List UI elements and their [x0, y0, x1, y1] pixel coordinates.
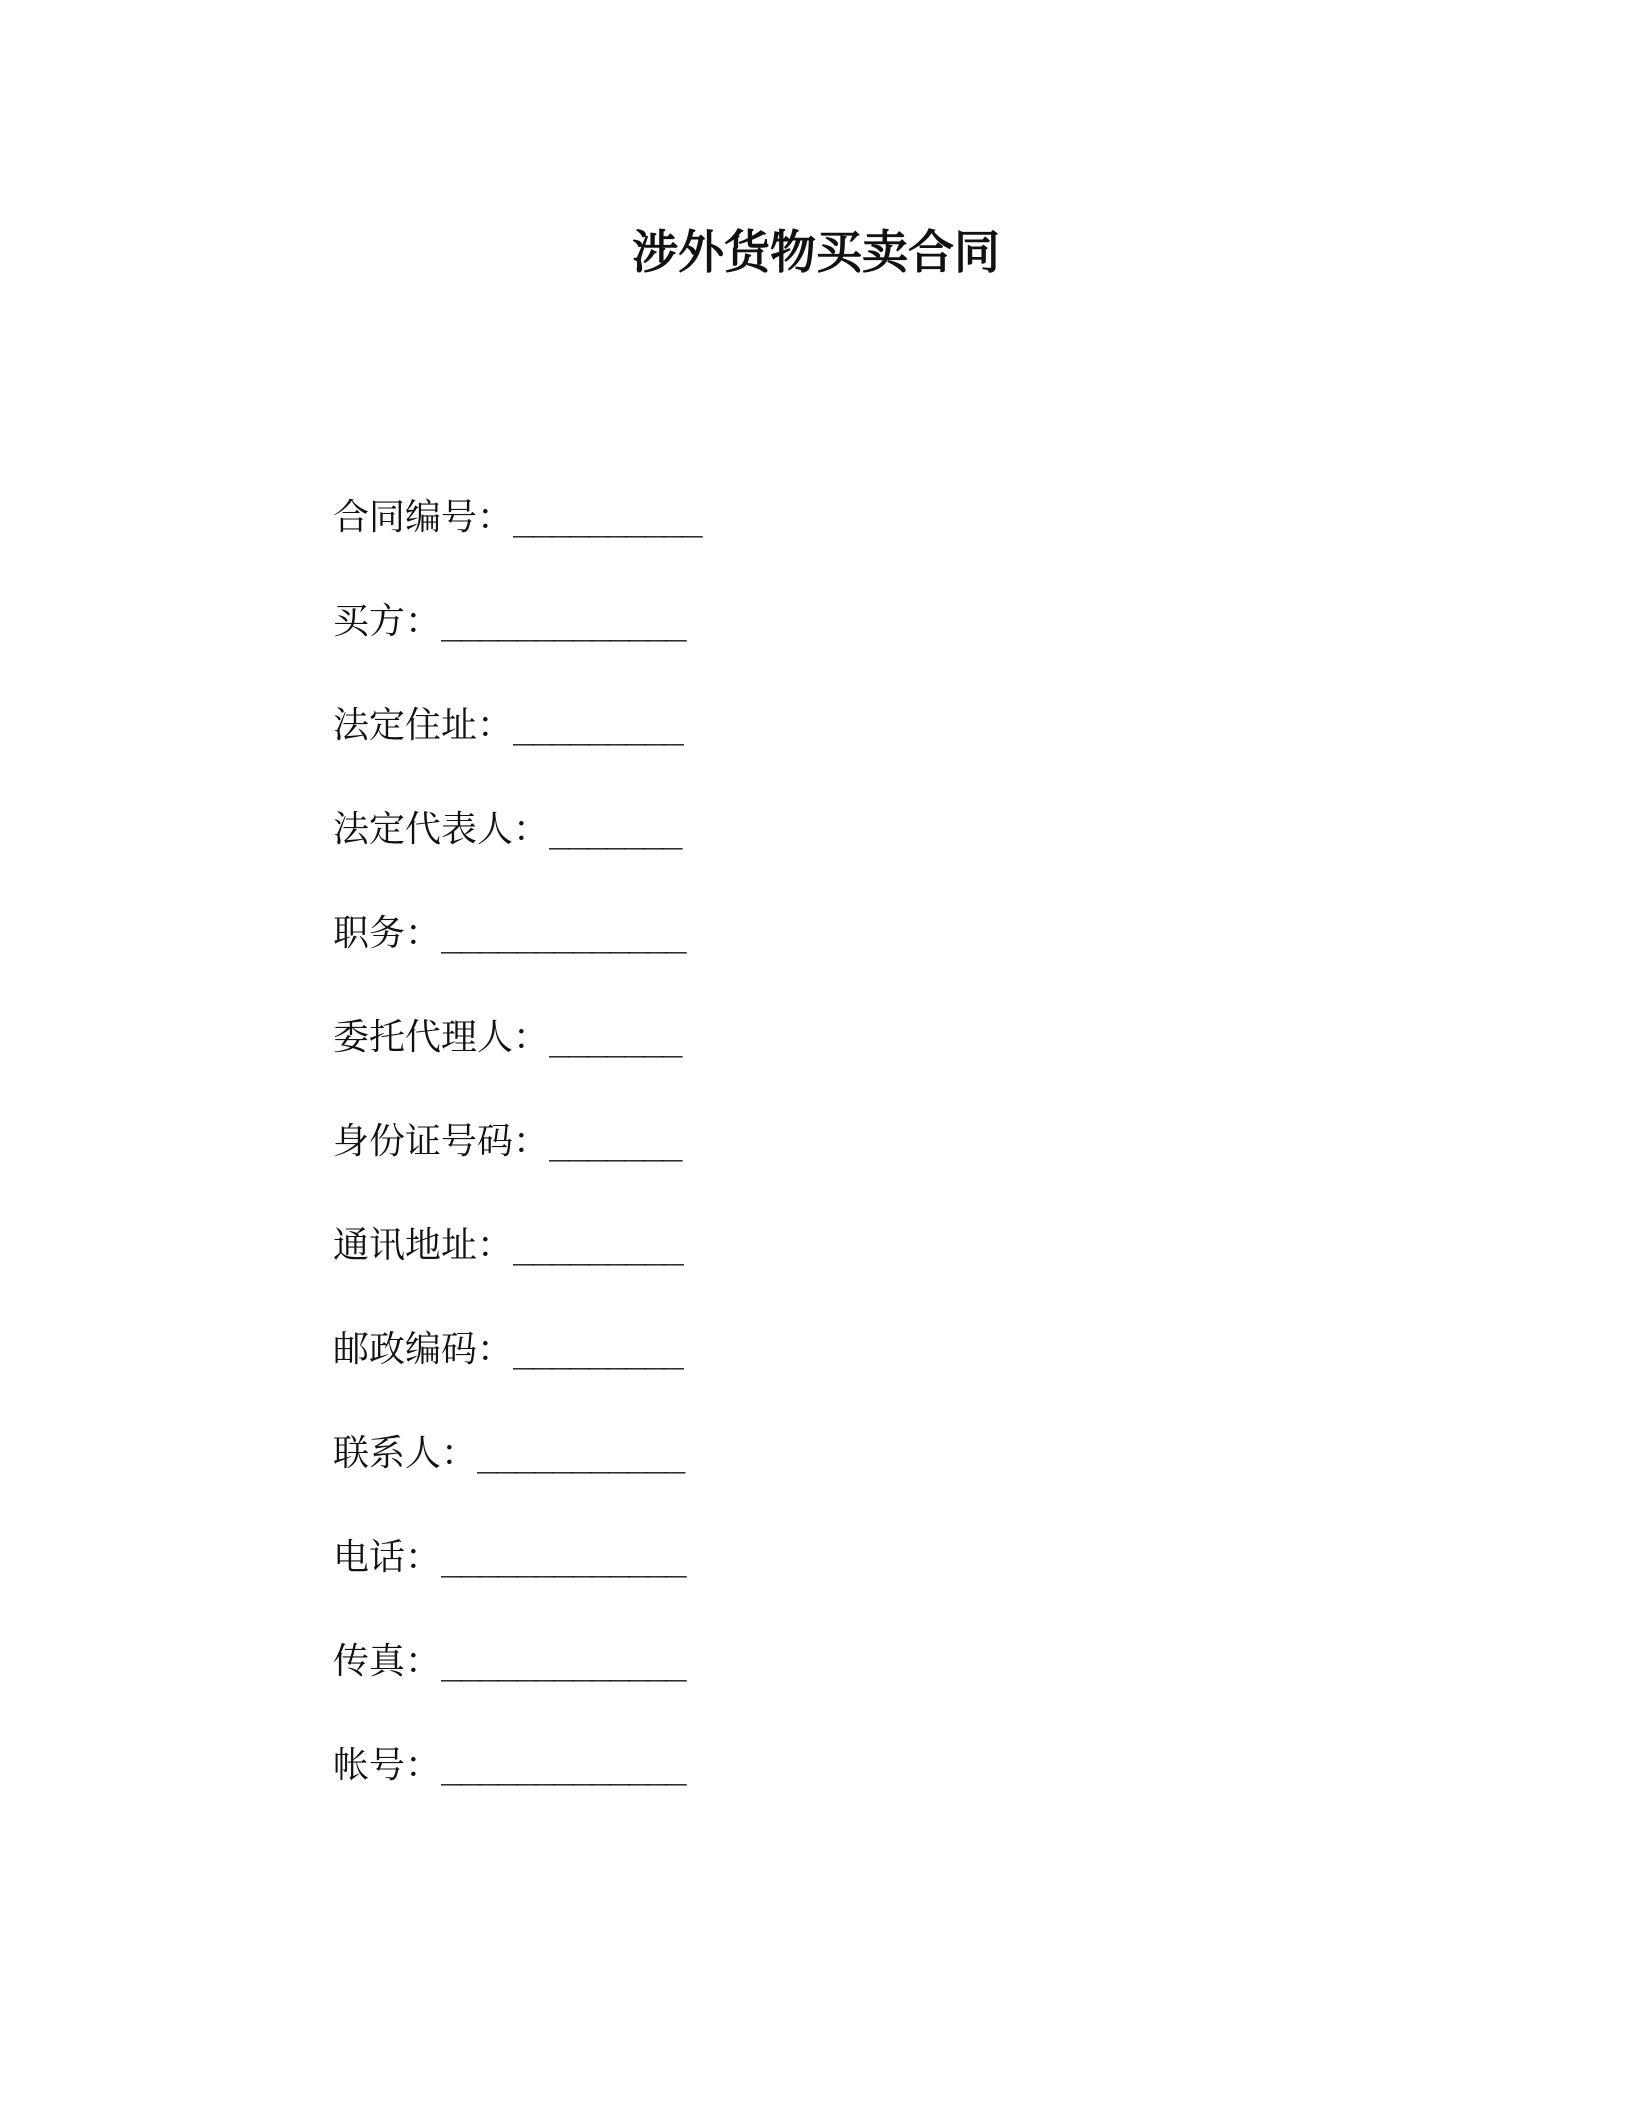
field-account-number [333, 1736, 700, 1840]
field-authorized-agent [333, 1008, 700, 1112]
field-label: 联系人： [333, 1433, 478, 1474]
contract-field-list [333, 488, 700, 1840]
field-blank: _____________ [441, 913, 684, 954]
field-label: 买方： [333, 601, 442, 642]
field-label: 电话： [333, 1537, 442, 1578]
field-blank: _________ [513, 1329, 682, 1370]
field-blank: _____________ [441, 1537, 684, 1578]
field-label: 通讯地址： [333, 1225, 514, 1266]
field-blank: _________ [513, 1225, 682, 1266]
field-blank: ___________ [477, 1433, 683, 1474]
field-mailing-address [333, 1216, 700, 1320]
field-label: 法定住址： [333, 705, 514, 746]
field-position [333, 904, 700, 1008]
field-legal-address [333, 696, 700, 800]
field-buyer [333, 592, 700, 696]
field-blank: __________ [513, 497, 700, 538]
field-postal-code [333, 1320, 700, 1424]
field-blank: _____________ [441, 1745, 684, 1786]
field-fax [333, 1632, 700, 1736]
field-label: 合同编号： [333, 497, 514, 538]
document-title: 涉外货物买卖合同 [632, 225, 1000, 279]
field-label: 身份证号码： [333, 1121, 550, 1162]
field-contract-number [333, 488, 700, 592]
field-blank: _____________ [441, 601, 684, 642]
field-label: 帐号： [333, 1745, 442, 1786]
field-legal-representative [333, 800, 700, 904]
field-blank: _______ [549, 809, 680, 850]
field-phone [333, 1528, 700, 1632]
field-blank: _____________ [441, 1641, 684, 1682]
field-label: 职务： [333, 913, 442, 954]
field-label: 传真： [333, 1641, 442, 1682]
field-blank: _________ [513, 705, 682, 746]
field-blank: _______ [549, 1121, 680, 1162]
field-contact-person [333, 1424, 700, 1528]
field-blank: _______ [549, 1017, 680, 1058]
field-id-number [333, 1112, 700, 1216]
field-label: 法定代表人： [333, 809, 550, 850]
field-label: 邮政编码： [333, 1329, 514, 1370]
field-label: 委托代理人： [333, 1017, 550, 1058]
